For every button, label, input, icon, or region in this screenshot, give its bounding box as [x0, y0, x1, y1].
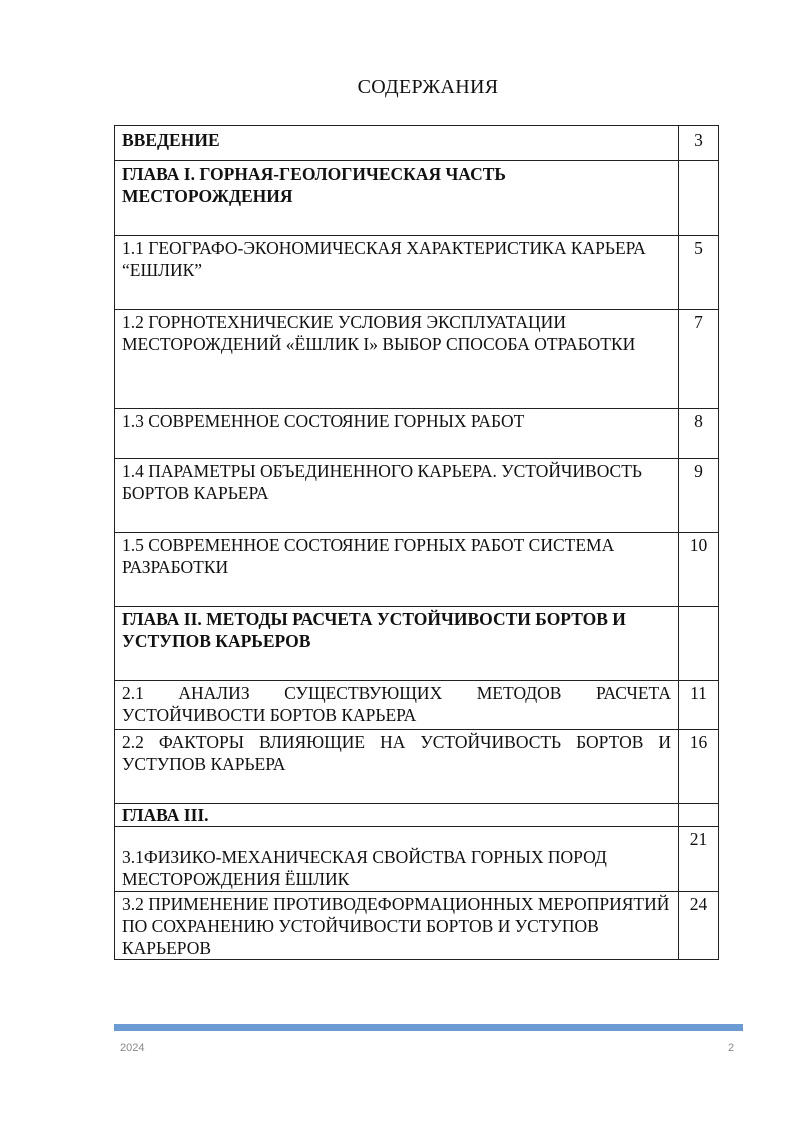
toc-row-introduction [115, 126, 719, 161]
toc-entry-page [679, 161, 719, 236]
toc-row-1-2 [115, 310, 719, 409]
toc-entry-page: 10 [679, 533, 719, 607]
toc-entry-page [679, 804, 719, 827]
toc-entry-page [679, 607, 719, 681]
toc-entry-page: 8 [679, 409, 719, 459]
toc-entry-page: 3 [679, 126, 719, 161]
toc-entry-page: 24 [679, 892, 719, 960]
toc-row-1-4 [115, 459, 719, 533]
toc-entry-text: 1.5 СОВРЕМЕННОЕ СОСТОЯНИЕ ГОРНЫХ РАБОТ СИСТЕМА РАЗРАБОТКИ [115, 533, 679, 607]
toc-row-1-1 [115, 236, 719, 310]
toc-entry-page: 21 [679, 827, 719, 892]
toc-row-1-3 [115, 409, 719, 459]
toc-entry-text: 3.2 ПРИМЕНЕНИЕ ПРОТИВОДЕФОРМАЦИОННЫХ МЕРОПРИЯТИЙ ПО СОХРАНЕНИЮ УСТОЙЧИВОСТИ БОРТОВ И УСТУПОВ КАРЬЕРОВ [115, 892, 679, 960]
toc-entry-page: 16 [679, 730, 719, 804]
toc-row-chapter-3 [115, 804, 719, 827]
toc-entry-text: ГЛАВА I. ГОРНАЯ-ГЕОЛОГИЧЕСКАЯ ЧАСТЬ МЕСТОРОЖДЕНИЯ [115, 161, 679, 236]
toc-entry-text: 1.1 ГЕОГРАФО-ЭКОНОМИЧЕСКАЯ ХАРАКТЕРИСТИКА КАРЬЕРА “ЕШЛИК” [115, 236, 679, 310]
toc-row-1-5 [115, 533, 719, 607]
toc-row-chapter-2 [115, 607, 719, 681]
page-title: СОДЕРЖАНИЯ [357, 76, 499, 98]
toc-entry-text: ГЛАВА II. МЕТОДЫ РАСЧЕТА УСТОЙЧИВОСТИ БОРТОВ И УСТУПОВ КАРЬЕРОВ [115, 607, 679, 681]
footer-page-number: 2 [728, 1042, 735, 1054]
footer-year: 2024 [120, 1042, 145, 1054]
toc-entry-label: 3.1ФИЗИКО-МЕХАНИЧЕСКАЯ СВОЙСТВА ГОРНЫХ ПОРОД МЕСТОРОЖДЕНИЯ ЁШЛИК [122, 847, 607, 889]
toc-entry-text: 2.1 АНАЛИЗ СУЩЕСТВУЮЩИХ МЕТОДОВ РАСЧЕТА УСТОЙЧИВОСТИ БОРТОВ КАРЬЕРА [115, 681, 679, 730]
toc-row-2-1 [115, 681, 719, 730]
toc-entry-text: 1.3 СОВРЕМЕННОЕ СОСТОЯНИЕ ГОРНЫХ РАБОТ [115, 409, 679, 459]
toc-entry-text: ГЛАВА III. [115, 804, 679, 827]
toc-entry-text [115, 827, 679, 892]
toc-entry-page: 9 [679, 459, 719, 533]
toc-row-chapter-1 [115, 161, 719, 236]
toc-entry-page: 5 [679, 236, 719, 310]
footer-divider-bar [114, 1024, 743, 1031]
table-of-contents [114, 125, 719, 960]
toc-entry-text: ВВЕДЕНИЕ [115, 126, 679, 161]
toc-entry-text: 1.2 ГОРНОТЕХНИЧЕСКИЕ УСЛОВИЯ ЭКСПЛУАТАЦИИ МЕСТОРОЖДЕНИЙ «ЁШЛИК I» ВЫБОР СПОСОБА ОТРАБОТКИ [115, 310, 679, 409]
toc-entry-text: 1.4 ПАРАМЕТРЫ ОБЪЕДИНЕННОГО КАРЬЕРА. УСТОЙЧИВОСТЬ БОРТОВ КАРЬЕРА [115, 459, 679, 533]
toc-row-3-1 [115, 827, 719, 892]
toc-entry-page: 7 [679, 310, 719, 409]
toc-entry-page: 11 [679, 681, 719, 730]
toc-row-3-2 [115, 892, 719, 960]
toc-row-2-2 [115, 730, 719, 804]
toc-entry-text: 2.2 ФАКТОРЫ ВЛИЯЮЩИЕ НА УСТОЙЧИВОСТЬ БОРТОВ И УСТУПОВ КАРЬЕРА [115, 730, 679, 804]
